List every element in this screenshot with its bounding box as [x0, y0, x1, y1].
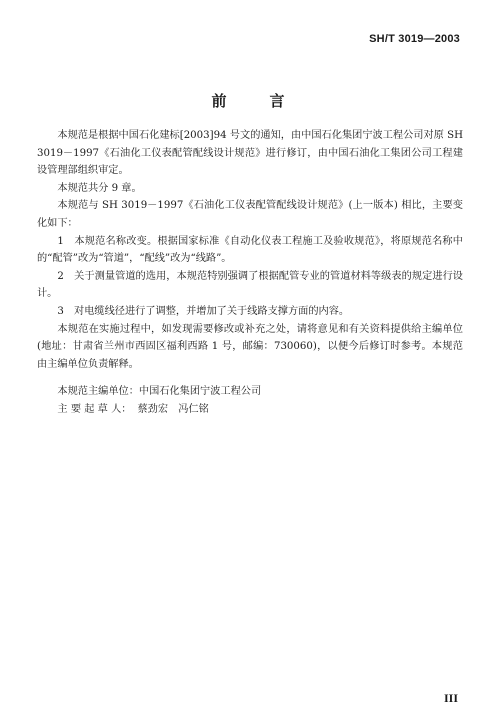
spacer: [37, 373, 463, 383]
editor-unit: 本规范主编单位：中国石化集团宁波工程公司: [57, 386, 262, 398]
paragraph-feedback: 本规范在实施过程中，如发现需要修改或补充之处，请将意见和有关资料提供给主编单位 (地址：甘肃省兰州市西固区福利西路 1 号，邮编：730060)，以便今后修订时参考。本规范由主编单位负责解释。: [37, 323, 463, 370]
paragraph-revision-basis: 本规范是根据中国石化建标[2003]94 号文的通知，由中国石化集团宁波工程公司对原 SH 3019－1997《石油化工仪表配管配线设计规范》进行修订，由中国石油化工集团公司工程建设管理部组织审定。: [37, 130, 463, 177]
drafters-names: 蔡劲宏 冯仁铭: [137, 403, 209, 415]
preface-body: [37, 127, 463, 419]
page-title: 前 言: [211, 92, 299, 110]
drafters-line: [37, 401, 463, 419]
paragraph-changes-intro: 本规范与 SH 3019－1997《石油化工仪表配管配线设计规范》(上一版本) 相比，主要变化如下：: [37, 200, 463, 229]
standard-code: SH/T 3019—2003: [369, 33, 460, 45]
paragraph-chapter-count: 本规范共分 9 章。: [57, 182, 142, 194]
drafters-label: 主 要 起 草 人：: [57, 403, 132, 415]
paragraph-change-3: 3 对电缆线径进行了调整，并增加了关于线路支撑方面的内容。: [57, 305, 350, 317]
paragraph-change-1: 1 本规范名称改变。根据国家标准《自动化仪表工程施工及验收规范》，将原规范名称中的“配管”改为“管道”，“配线”改为“线路”。: [37, 235, 463, 265]
paragraph-change-2: 2 关于测量管道的选用，本规范特别强调了根据配管专业的管道材料等级表的规定进行设计。: [37, 270, 463, 300]
page-number: III: [443, 691, 458, 705]
